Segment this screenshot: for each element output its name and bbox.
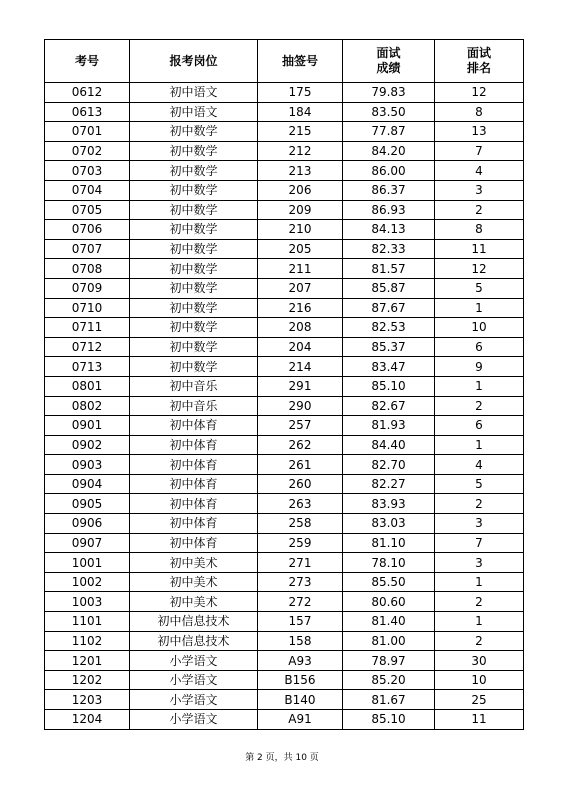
cell-exam-no: 0801 <box>45 376 130 396</box>
table-row <box>45 102 524 122</box>
header-interview-rank <box>435 40 524 83</box>
cell-lot-no: 258 <box>258 514 343 534</box>
table-row <box>45 572 524 592</box>
cell-position: 初中信息技术 <box>130 612 258 632</box>
table-row <box>45 690 524 710</box>
cell-interview-score: 82.67 <box>343 396 435 416</box>
cell-exam-no: 1201 <box>45 651 130 671</box>
cell-interview-score: 81.00 <box>343 631 435 651</box>
cell-exam-no: 0907 <box>45 533 130 553</box>
table-row <box>45 161 524 181</box>
cell-interview-score: 86.93 <box>343 200 435 220</box>
table-row <box>45 553 524 573</box>
table-row <box>45 710 524 730</box>
table-row <box>45 592 524 612</box>
cell-position: 初中美术 <box>130 592 258 612</box>
table-body <box>45 83 524 730</box>
cell-interview-rank: 11 <box>435 710 524 730</box>
table-row <box>45 612 524 632</box>
cell-exam-no: 0905 <box>45 494 130 514</box>
cell-lot-no: B140 <box>258 690 343 710</box>
cell-interview-score: 84.13 <box>343 220 435 240</box>
cell-lot-no: 290 <box>258 396 343 416</box>
cell-position: 小学语文 <box>130 710 258 730</box>
cell-exam-no: 0902 <box>45 435 130 455</box>
cell-exam-no: 0713 <box>45 357 130 377</box>
cell-position: 初中美术 <box>130 572 258 592</box>
cell-lot-no: 260 <box>258 474 343 494</box>
cell-position: 初中数学 <box>130 357 258 377</box>
cell-lot-no: 272 <box>258 592 343 612</box>
header-lot-no: 抽签号 <box>258 40 343 83</box>
cell-position: 初中语文 <box>130 83 258 103</box>
cell-exam-no: 1102 <box>45 631 130 651</box>
cell-exam-no: 0802 <box>45 396 130 416</box>
cell-exam-no: 0903 <box>45 455 130 475</box>
cell-interview-rank: 10 <box>435 670 524 690</box>
cell-interview-rank: 13 <box>435 122 524 142</box>
cell-lot-no: 262 <box>258 435 343 455</box>
cell-exam-no: 1001 <box>45 553 130 573</box>
cell-exam-no: 1101 <box>45 612 130 632</box>
cell-interview-score: 78.97 <box>343 651 435 671</box>
cell-position: 初中体育 <box>130 455 258 475</box>
cell-position: 初中体育 <box>130 514 258 534</box>
cell-lot-no: 210 <box>258 220 343 240</box>
table-row <box>45 220 524 240</box>
cell-position: 初中数学 <box>130 161 258 181</box>
header-interview-rank-line2: 排名 <box>466 61 491 75</box>
cell-interview-rank: 8 <box>435 102 524 122</box>
table-row <box>45 337 524 357</box>
header-exam-no: 考号 <box>45 40 130 83</box>
table-row <box>45 533 524 553</box>
cell-interview-rank: 5 <box>435 474 524 494</box>
cell-interview-score: 85.87 <box>343 278 435 298</box>
cell-interview-rank: 7 <box>435 533 524 553</box>
header-row <box>45 40 524 83</box>
header-interview-score-line2: 成绩 <box>376 61 401 75</box>
cell-position: 初中体育 <box>130 435 258 455</box>
cell-position: 初中体育 <box>130 533 258 553</box>
cell-exam-no: 0711 <box>45 318 130 338</box>
cell-lot-no: 205 <box>258 239 343 259</box>
cell-interview-score: 81.93 <box>343 416 435 436</box>
cell-position: 初中数学 <box>130 200 258 220</box>
cell-interview-score: 77.87 <box>343 122 435 142</box>
cell-lot-no: 273 <box>258 572 343 592</box>
table-row <box>45 631 524 651</box>
cell-position: 初中数学 <box>130 278 258 298</box>
cell-interview-score: 82.70 <box>343 455 435 475</box>
cell-lot-no: 263 <box>258 494 343 514</box>
table-row <box>45 435 524 455</box>
cell-lot-no: 208 <box>258 318 343 338</box>
table-row <box>45 494 524 514</box>
cell-interview-score: 87.67 <box>343 298 435 318</box>
cell-interview-score: 83.93 <box>343 494 435 514</box>
cell-position: 初中数学 <box>130 298 258 318</box>
cell-interview-rank: 25 <box>435 690 524 710</box>
cell-exam-no: 0712 <box>45 337 130 357</box>
table-row <box>45 455 524 475</box>
cell-position: 初中数学 <box>130 259 258 279</box>
cell-interview-score: 85.10 <box>343 710 435 730</box>
cell-position: 初中音乐 <box>130 376 258 396</box>
cell-exam-no: 0707 <box>45 239 130 259</box>
cell-interview-score: 83.03 <box>343 514 435 534</box>
cell-position: 初中美术 <box>130 553 258 573</box>
cell-interview-rank: 11 <box>435 239 524 259</box>
table-row <box>45 357 524 377</box>
cell-interview-rank: 4 <box>435 455 524 475</box>
cell-interview-rank: 12 <box>435 259 524 279</box>
results-table <box>44 39 524 730</box>
cell-lot-no: 184 <box>258 102 343 122</box>
cell-interview-score: 82.53 <box>343 318 435 338</box>
page-footer: 第 2 页，共 10 页 <box>245 753 319 763</box>
cell-lot-no: 291 <box>258 376 343 396</box>
cell-position: 初中体育 <box>130 494 258 514</box>
cell-interview-rank: 5 <box>435 278 524 298</box>
cell-interview-score: 78.10 <box>343 553 435 573</box>
cell-lot-no: 215 <box>258 122 343 142</box>
cell-lot-no: A93 <box>258 651 343 671</box>
cell-interview-score: 81.57 <box>343 259 435 279</box>
cell-lot-no: 207 <box>258 278 343 298</box>
table-row <box>45 298 524 318</box>
header-interview-score <box>343 40 435 83</box>
cell-exam-no: 0706 <box>45 220 130 240</box>
cell-position: 初中体育 <box>130 416 258 436</box>
table-row <box>45 651 524 671</box>
cell-exam-no: 0612 <box>45 83 130 103</box>
cell-exam-no: 0708 <box>45 259 130 279</box>
cell-interview-rank: 1 <box>435 435 524 455</box>
cell-interview-rank: 3 <box>435 180 524 200</box>
cell-position: 初中数学 <box>130 122 258 142</box>
cell-lot-no: 175 <box>258 83 343 103</box>
cell-exam-no: 1002 <box>45 572 130 592</box>
cell-interview-rank: 6 <box>435 337 524 357</box>
cell-interview-score: 85.10 <box>343 376 435 396</box>
table-row <box>45 200 524 220</box>
cell-exam-no: 0613 <box>45 102 130 122</box>
cell-lot-no: 271 <box>258 553 343 573</box>
cell-lot-no: 261 <box>258 455 343 475</box>
table-row <box>45 239 524 259</box>
header-position: 报考岗位 <box>130 40 258 83</box>
table-row <box>45 670 524 690</box>
table-row <box>45 278 524 298</box>
cell-interview-rank: 9 <box>435 357 524 377</box>
cell-lot-no: 214 <box>258 357 343 377</box>
table-row <box>45 514 524 534</box>
cell-exam-no: 1203 <box>45 690 130 710</box>
cell-position: 初中数学 <box>130 180 258 200</box>
cell-exam-no: 1204 <box>45 710 130 730</box>
cell-position: 小学语文 <box>130 690 258 710</box>
cell-interview-score: 84.40 <box>343 435 435 455</box>
header-interview-score-line1: 面试 <box>376 46 401 60</box>
cell-interview-score: 82.33 <box>343 239 435 259</box>
cell-interview-score: 86.37 <box>343 180 435 200</box>
cell-interview-rank: 2 <box>435 494 524 514</box>
cell-interview-score: 85.20 <box>343 670 435 690</box>
cell-position: 初中语文 <box>130 102 258 122</box>
cell-position: 初中数学 <box>130 239 258 259</box>
table-row <box>45 416 524 436</box>
cell-interview-rank: 7 <box>435 141 524 161</box>
cell-position: 初中体育 <box>130 474 258 494</box>
cell-interview-score: 83.50 <box>343 102 435 122</box>
cell-interview-rank: 3 <box>435 553 524 573</box>
table-row <box>45 376 524 396</box>
cell-exam-no: 1003 <box>45 592 130 612</box>
cell-interview-score: 81.67 <box>343 690 435 710</box>
table-row <box>45 180 524 200</box>
cell-exam-no: 0705 <box>45 200 130 220</box>
cell-interview-rank: 10 <box>435 318 524 338</box>
cell-exam-no: 0901 <box>45 416 130 436</box>
cell-lot-no: 257 <box>258 416 343 436</box>
cell-lot-no: 158 <box>258 631 343 651</box>
cell-exam-no: 0710 <box>45 298 130 318</box>
cell-position: 小学语文 <box>130 651 258 671</box>
table-row <box>45 122 524 142</box>
cell-interview-score: 84.20 <box>343 141 435 161</box>
header-interview-rank-line1: 面试 <box>466 46 491 60</box>
cell-interview-rank: 3 <box>435 514 524 534</box>
cell-lot-no: 206 <box>258 180 343 200</box>
cell-interview-rank: 2 <box>435 631 524 651</box>
cell-exam-no: 0906 <box>45 514 130 534</box>
cell-position: 初中数学 <box>130 220 258 240</box>
cell-lot-no: 157 <box>258 612 343 632</box>
cell-position: 初中音乐 <box>130 396 258 416</box>
cell-lot-no: 209 <box>258 200 343 220</box>
cell-position: 初中数学 <box>130 318 258 338</box>
cell-exam-no: 0704 <box>45 180 130 200</box>
table-row <box>45 396 524 416</box>
table-row <box>45 141 524 161</box>
cell-lot-no: B156 <box>258 670 343 690</box>
cell-interview-rank: 1 <box>435 376 524 396</box>
cell-exam-no: 0702 <box>45 141 130 161</box>
cell-interview-rank: 30 <box>435 651 524 671</box>
cell-interview-rank: 1 <box>435 298 524 318</box>
cell-position: 初中信息技术 <box>130 631 258 651</box>
cell-interview-score: 80.60 <box>343 592 435 612</box>
cell-lot-no: 212 <box>258 141 343 161</box>
cell-interview-score: 81.40 <box>343 612 435 632</box>
cell-exam-no: 0709 <box>45 278 130 298</box>
cell-interview-score: 85.37 <box>343 337 435 357</box>
cell-lot-no: 211 <box>258 259 343 279</box>
cell-exam-no: 0703 <box>45 161 130 181</box>
cell-interview-score: 81.10 <box>343 533 435 553</box>
table-row <box>45 318 524 338</box>
cell-lot-no: 259 <box>258 533 343 553</box>
cell-position: 初中数学 <box>130 141 258 161</box>
cell-position: 小学语文 <box>130 670 258 690</box>
cell-interview-rank: 8 <box>435 220 524 240</box>
cell-interview-rank: 1 <box>435 572 524 592</box>
cell-interview-rank: 1 <box>435 612 524 632</box>
cell-exam-no: 1202 <box>45 670 130 690</box>
cell-interview-rank: 2 <box>435 200 524 220</box>
table-row <box>45 259 524 279</box>
cell-interview-score: 86.00 <box>343 161 435 181</box>
table-row <box>45 83 524 103</box>
cell-position: 初中数学 <box>130 337 258 357</box>
cell-interview-rank: 2 <box>435 396 524 416</box>
cell-lot-no: 213 <box>258 161 343 181</box>
cell-interview-rank: 4 <box>435 161 524 181</box>
cell-interview-score: 79.83 <box>343 83 435 103</box>
cell-lot-no: 204 <box>258 337 343 357</box>
cell-interview-score: 83.47 <box>343 357 435 377</box>
cell-exam-no: 0701 <box>45 122 130 142</box>
table-row <box>45 474 524 494</box>
cell-lot-no: A91 <box>258 710 343 730</box>
cell-interview-rank: 12 <box>435 83 524 103</box>
cell-lot-no: 216 <box>258 298 343 318</box>
cell-exam-no: 0904 <box>45 474 130 494</box>
cell-interview-rank: 6 <box>435 416 524 436</box>
cell-interview-score: 85.50 <box>343 572 435 592</box>
cell-interview-score: 82.27 <box>343 474 435 494</box>
cell-interview-rank: 2 <box>435 592 524 612</box>
